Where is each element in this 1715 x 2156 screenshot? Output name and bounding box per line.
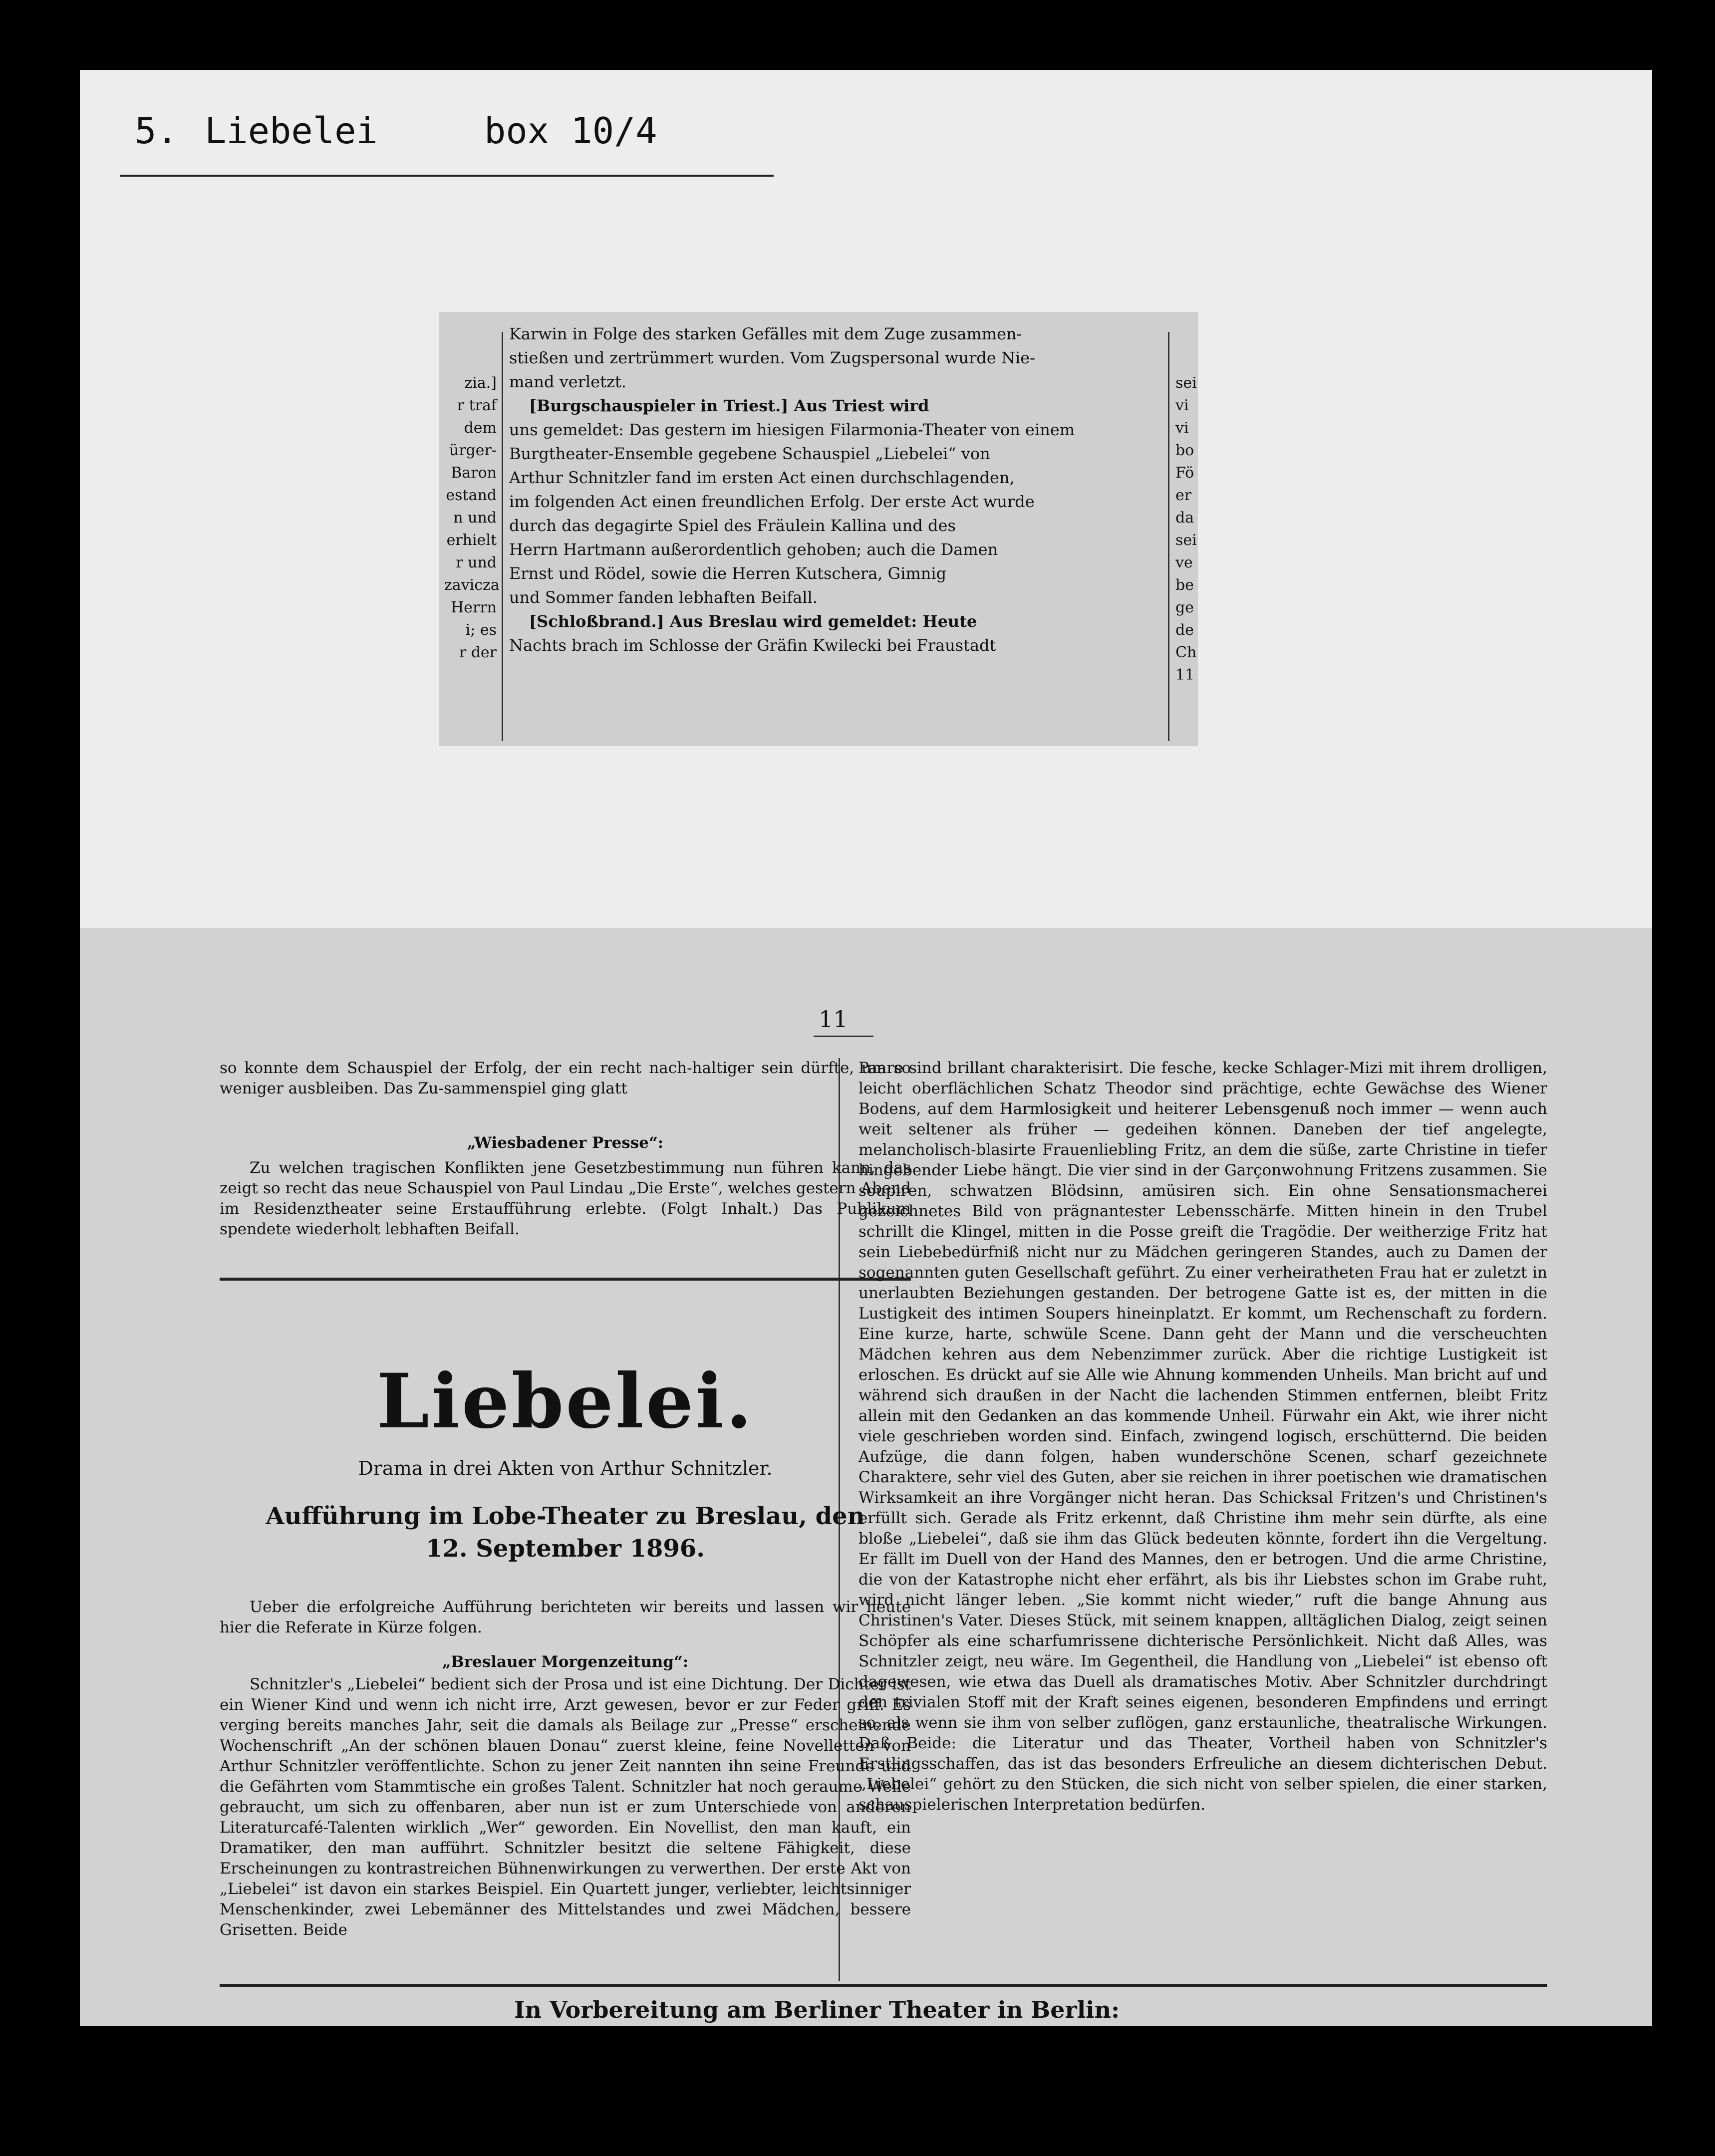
- clip-divider-right: [1168, 332, 1169, 741]
- title-rule-top: [220, 1278, 911, 1281]
- box-label-box: box 10/4: [484, 110, 657, 152]
- right-column-text: Paare sind brillant charakterisirt. Die fesche, kecke Schlager-Mizi mit ihrem drolligen, leicht oberflächlichen Schatz Theodor sind prächtige, echte Gewächse des Wiener Bodens, auf dem Harmlosigkeit und heiterer Lebensgenuß noch immer — wenn auch weit seltener als früher — gedeihen können. Daneben der tief angelegte, melancholisch-blasirte Frauenliebling Fritz, an dem die süße, zarte Christine in tiefer hingebender Liebe hängt. Die vier sind in der Garçonwohnung Fritzens zusammen. Sie soupiren, schwatzen Blödsinn, amüsiren sich. Ein ohne Sensationsmacherei gezeichnetes Bild von prägnantester Lebensschärfe. Mitten hinein in den Trubel schrillt die Klingel, mitten in die Posse greift die Tragödie. Der weitherzige Fritz hat sein Liebebedürfniß nicht nur zu Mädchen geringeren Standes, auch zu Damen der sogenannten guten Gesellschaft geführt. Zu einer verheiratheten Frau hat er zuletzt in unerlaubten Beziehungen gestanden. Der betrogene Gatte ist es, der mitten in die Lustigkeit des intimen Soupers hineinplatzt. Er kommt, um Rechenschaft zu fordern. Eine kurze, harte, schwüle Scene. Dann geht der Mann und die verscheuchten Mädchen kehren aus dem Nebenzimmer zurück. Aber die richtige Lustigkeit ist erloschen. Es drückt auf sie Alle wie Ahnung kommenden Unheils. Man bricht auf und während sich draußen in der Nacht die lachenden Stimmen entfernen, bleibt Fritz allein mit den Gedanken an das kommende Unheil. Fürwahr ein Akt, wie ihrer nicht viele geschrieben worden sind. Einfach, zwingend logisch, erschütternd. Die beiden Aufzüge, die dann folgen, haben wunderschöne Scenen, scharf gezeichnete Charaktere, sehr viel des Guten, aber sie reichen in ihrer poetischen wie dramatischen Wirksamkeit an ihre Vorgänger nicht heran. Das Schicksal Fritzen's und Christinen's erfüllt sich. Gerade als Fritz erkennt, daß Christine ihm mehr sein dürfte, als eine bloße „Liebelei“, daß sie ihm das Glück bedeuten könnte, fordert ihn die Vergeltung. Er fällt im Duell von der Hand des Mannes, den er betrogen. Und die arme Christine, die von der Katastrophe nicht eher erfährt, als bis ihr Liebstes schon im Grabe ruht, wird nicht länger leben. „Sie kommt nicht wieder,“ ruft die bange Ahnung aus Christinen's Vater. Dieses Stück, mit seinem knappen, alltäglichen Dialog, zeigt seinen Schöpfer als eine scharfumrissene dichterische Persönlichkeit. Nicht daß Alles, was Schnitzler zeigt, neu wäre. Im Gegentheil, die Handlung von „Liebelei“ ist ebenso oft dagewesen, wie etwa das Duell als dramatisches Motiv. Aber Schnitzler durchdringt den trivialen Stoff mit der Kraft seines eigenen, besonderen Empfindens und erringt so, als wenn sie ihm von selber zuflögen, ganz erstaunliche, theatralische Wirkungen. Daß Beide: die Literatur und das Theater, Vortheil haben von Schnitzler's Erstlingsschaffen, das ist das besonders Erfreuliche an diesem dichterischen Debut. „Liebelei“ gehört zu den Stücken, die sich nicht von selber spielen, die einer starken, schauspielerischen Interpretation bedürfen.: [858, 1059, 1547, 1814]
- page-number: 11: [819, 1006, 848, 1033]
- newspaper-clipping-top: [439, 312, 1198, 746]
- box-label-number: 5.: [135, 110, 178, 152]
- clip-main-text: Karwin in Folge des starken Gefälles mit dem Zuge zusammen- stießen und zertrümmert wurden. Vom Zugspersonal wurde Nie- mand verletzt. [Burgschauspieler in Triest.] Aus Triest wird uns gemeldet: Das gestern im hiesigen Filarmonia-Theater von einem Burgtheater-Ensemble gegebene Schauspiel „Liebelei“ von Arthur Schnitzler fand im ersten Act einen durchschlagenden, im folgenden Act einen freundlichen Erfolg. Der erste Act wurde durch das degagirte Spiel des Fräulein Kallina und des Herrn Hartmann außerordentlich gehoben; auch die Damen Ernst und Rödel, sowie die Herren Kutschera, Gimnig und Sommer fanden lebhaften Beifall. [Schloßbrand.] Aus Breslau wird gemeldet: Heute Nachts brach im Schlosse der Gräfin Kwilecki bei Fraustadt: [509, 324, 1075, 655]
- box-label-title: Liebelei: [205, 110, 378, 152]
- clip-divider-left: [502, 332, 503, 741]
- page-number-rule: [814, 1036, 873, 1037]
- play-subtitle: Drama in drei Akten von Arthur Schnitzler.: [358, 1457, 773, 1479]
- label-underline: [120, 175, 774, 177]
- section-head-breslau: „Breslauer Morgenzeitung“:: [442, 1653, 689, 1671]
- bottom-rule: [220, 1984, 1547, 1987]
- clip-left-fragments: zia.] r traf dem ürger- Baron estand n und erhielt r und zavicza Herrn i; es r der: [444, 374, 500, 661]
- archive-sheet: [80, 70, 1652, 2026]
- performance-line: Aufführung im Lobe-Theater zu Breslau, den: [266, 1502, 865, 1530]
- section-text-breslau: Schnitzler's „Liebelei“ bedient sich der Prosa und ist eine Dichtung. Der Dichter ist ein Wiener Kind und wenn ich nicht irre, Arzt gewesen, bevor er zur Feder griff. Es verging bereits manches Jahr, seit die damals als Beilage zur „Presse“ erscheinende Wochenschrift „An der schönen blauen Donau“ zuerst kleine, feine Novelletten von Arthur Schnitzler veröffentlichte. Schon zu jener Zeit nannten ihn seine Freunde und die Gefährten vom Stammtische ein großes Talent. Schnitzler hat noch geraume Weile gebraucht, um sich zu offenbaren, aber nun ist er zum Unterschiede von anderen Literaturcafé-Talenten wirklich „Wer“ geworden. Ein Novellist, den man kauft, ein Dramatiker, den man aufführt. Schnitzler besitzt die seltene Fähigkeit, diese Erscheinungen zu kontrastreichen Bühnenwirkungen zu verwerthen. Der erste Akt von „Liebelei“ ist davon ein starkes Beispiel. Ein Quartett junger, verliebter, leichtsinniger Menschenkinder, zwei Lebemänner des Mittelstandes und zwei Mädchen, bessere Grisetten. Beide: [220, 1675, 911, 1939]
- section-text-wiesbaden: Zu welchen tragischen Konflikten jene Gesetzbestimmung nun führen kann, das zeigt so recht das neue Schauspiel von Paul Lindau „Die Erste“, welches gestern Abend im Residenztheater seine Erstaufführung erlebte. (Folgt Inhalt.) Das Publikum spendete wiederholt lebhaften Beifall.: [220, 1159, 911, 1238]
- footer-banner: In Vorbereitung am Berliner Theater in Berlin:: [514, 1996, 1120, 2023]
- performance-date: 12. September 1896.: [426, 1535, 705, 1563]
- play-title: Liebelei.: [376, 1357, 754, 1445]
- clip-right-fragments: sei vi vi bo Fö er da sei ve be ge de Ch 11: [1175, 374, 1197, 684]
- left-column-intro: so konnte dem Schauspiel der Erfolg, der ein recht nach-haltiger sein dürfte, um so weniger ausbleiben. Das Zu-sammenspiel ging glatt: [220, 1059, 911, 1097]
- section-head-wiesbaden: „Wiesbadener Presse“:: [467, 1134, 664, 1152]
- lead-paragraph: Ueber die erfolgreiche Aufführung berichteten wir bereits und lassen wir heute hier die Referate in Kürze folgen.: [220, 1598, 911, 1636]
